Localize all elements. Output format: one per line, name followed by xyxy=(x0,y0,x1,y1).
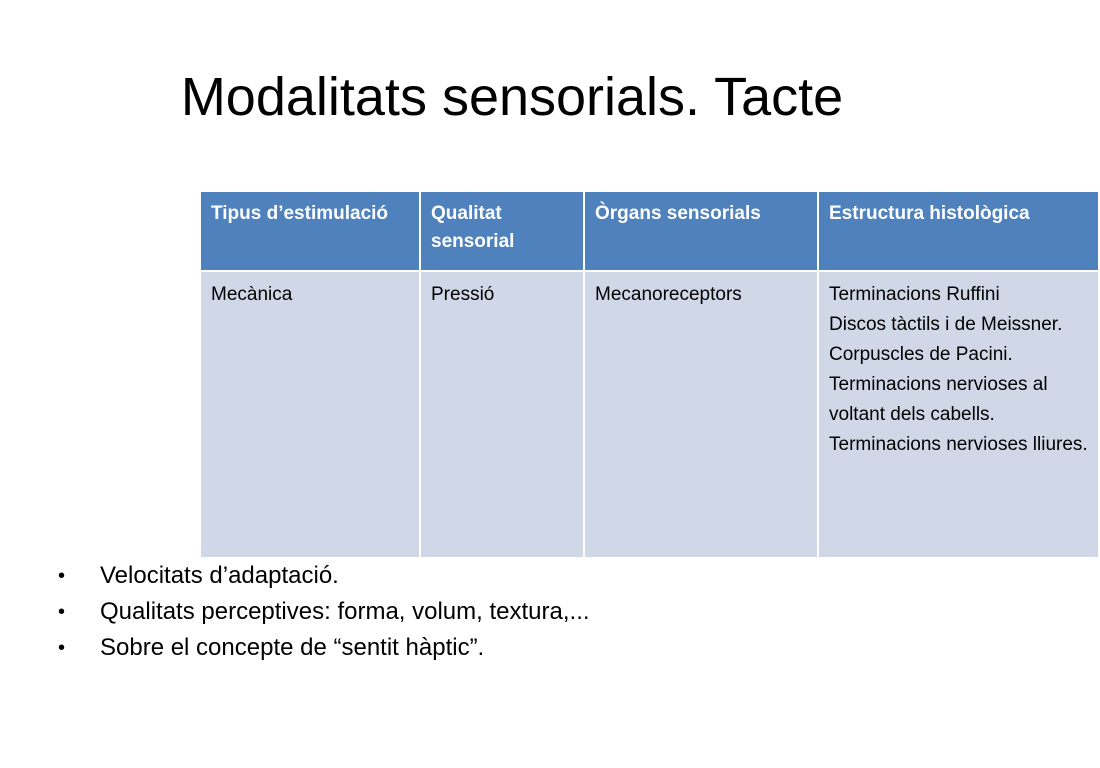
bullet-text: Qualitats perceptives: forma, volum, textura,... xyxy=(100,598,590,625)
structure-item: Terminacions Ruffini xyxy=(829,284,1000,305)
header-histological-structure: Estructura histològica xyxy=(818,191,1099,271)
header-sensory-quality: Qualitat sensorial xyxy=(420,191,584,271)
bullet-item xyxy=(58,594,590,630)
structure-item: Corpuscles de Pacini. xyxy=(829,344,1013,365)
structure-item: Terminacions nervioses al voltant dels cabells. xyxy=(829,374,1048,425)
bullet-icon: • xyxy=(58,637,66,659)
cell-stimulation-type: Mecànica xyxy=(200,271,420,558)
bullet-item xyxy=(58,558,590,594)
table-header-row xyxy=(200,191,1099,271)
bullet-icon: • xyxy=(58,565,66,587)
bullet-list xyxy=(58,558,590,666)
header-sensory-organs: Òrgans sensorials xyxy=(584,191,818,271)
slide-title: Modalitats sensorials. Tacte xyxy=(180,67,844,127)
bullet-item xyxy=(58,630,590,666)
structure-item: Discos tàctils i de Meissner. xyxy=(829,314,1063,335)
structure-item: Terminacions nervioses lliures. xyxy=(829,434,1088,455)
cell-sensory-quality: Pressió xyxy=(420,271,584,558)
sensory-modalities-table xyxy=(199,190,1100,559)
table-row xyxy=(200,271,1099,558)
header-stimulation-type: Tipus d’estimulació xyxy=(200,191,420,271)
bullet-text: Sobre el concepte de “sentit hàptic”. xyxy=(100,634,485,661)
bullet-text: Velocitats d’adaptació. xyxy=(100,562,339,589)
cell-histological-structure xyxy=(818,271,1099,558)
bullet-icon: • xyxy=(58,601,66,623)
cell-sensory-organs: Mecanoreceptors xyxy=(584,271,818,558)
